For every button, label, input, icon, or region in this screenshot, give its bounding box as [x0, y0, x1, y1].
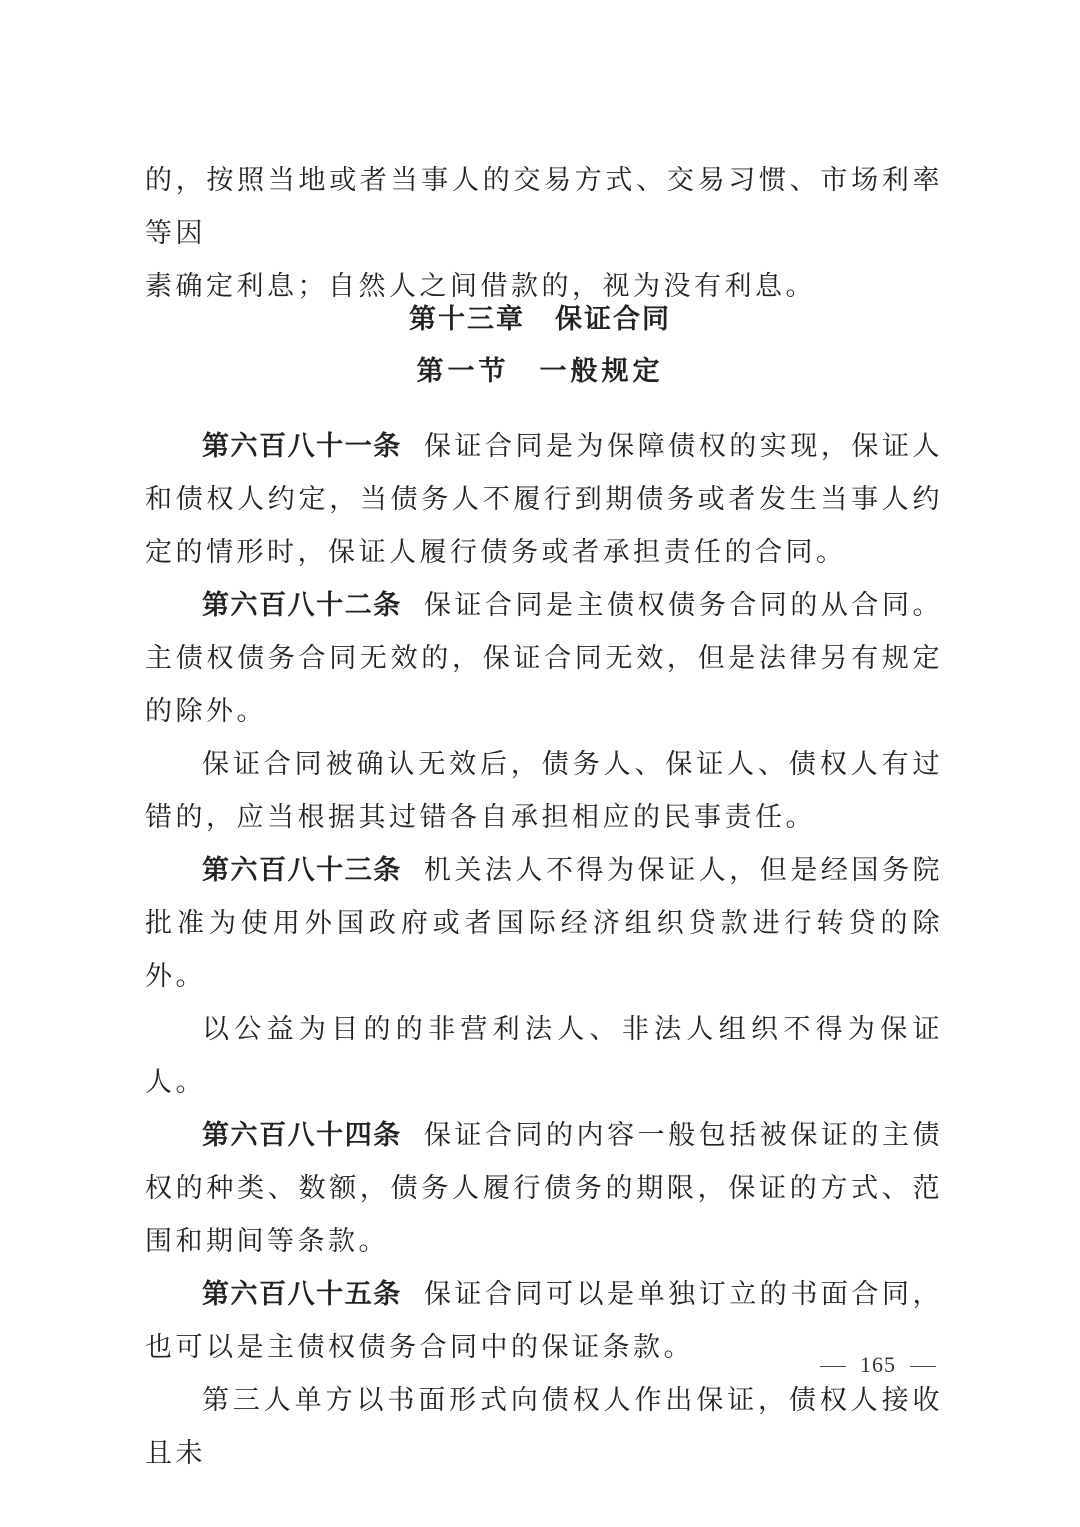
- article-text: 保证合同可以是单独订立的书面合同，也可以是主债权债务合同中的保证条款。: [145, 1279, 944, 1363]
- section-heading: [0, 349, 1080, 388]
- continued-paragraph: [145, 154, 943, 313]
- article-text: 保证合同是为保障债权的实现，保证人和债权人约定，当债务人不履行到期债务或者发生当事人约定的情形时，保证人履行债务或者承担责任的合同。: [145, 431, 944, 568]
- article-text: 保证合同被确认无效后，债务人、保证人、债权人有过错的，应当根据其过错各自承担相应的民事责任。: [145, 749, 943, 833]
- article-text: 机关法人不得为保证人，但是经国务院批准为使用外国政府或者国际经济组织贷款进行转贷的除外。: [145, 855, 944, 992]
- article-682-para-2: [145, 738, 943, 844]
- chapter-number: 第十三章: [409, 304, 525, 335]
- chapter-heading: [0, 297, 1080, 336]
- article-681: [145, 420, 943, 579]
- article-number: 第六百八十一条: [202, 431, 402, 462]
- page-number: 165: [860, 1352, 896, 1377]
- article-682: [145, 579, 943, 738]
- dash-left: [820, 1366, 846, 1367]
- article-text: 以公益为目的的非营利法人、非法人组织不得为保证人。: [145, 1014, 943, 1098]
- chapter-title: 保证合同: [555, 304, 671, 335]
- article-683: [145, 844, 943, 1003]
- article-number: 第六百八十三条: [202, 855, 402, 886]
- article-number: 第六百八十二条: [202, 590, 402, 621]
- article-text: 保证合同的内容一般包括被保证的主债权的种类、数额，债务人履行债务的期限，保证的方式、范围和期间等条款。: [145, 1120, 944, 1257]
- dash-right: [910, 1366, 936, 1367]
- text-line: 的，按照当地或者当事人的交易方式、交易习惯、市场利率等因: [145, 165, 943, 249]
- article-text: 保证合同是主债权债务合同的从合同。主债权债务合同无效的，保证合同无效，但是法律另有规定的除外。: [145, 590, 944, 727]
- article-683-para-2: [145, 1003, 943, 1109]
- section-title: 一般规定: [539, 356, 664, 387]
- text-line: 素确定利息；自然人之间借款的，视为没有利息。: [145, 271, 816, 302]
- article-685-para-2: [145, 1374, 943, 1480]
- section-number: 第一节: [416, 356, 510, 387]
- article-number: 第六百八十五条: [202, 1279, 402, 1310]
- article-684: [145, 1109, 943, 1268]
- article-text: 第三人单方以书面形式向债权人作出保证，债权人接收且未: [145, 1385, 943, 1469]
- page-number-footer: [806, 1352, 950, 1378]
- article-list: [145, 420, 943, 1480]
- article-number: 第六百八十四条: [202, 1120, 402, 1151]
